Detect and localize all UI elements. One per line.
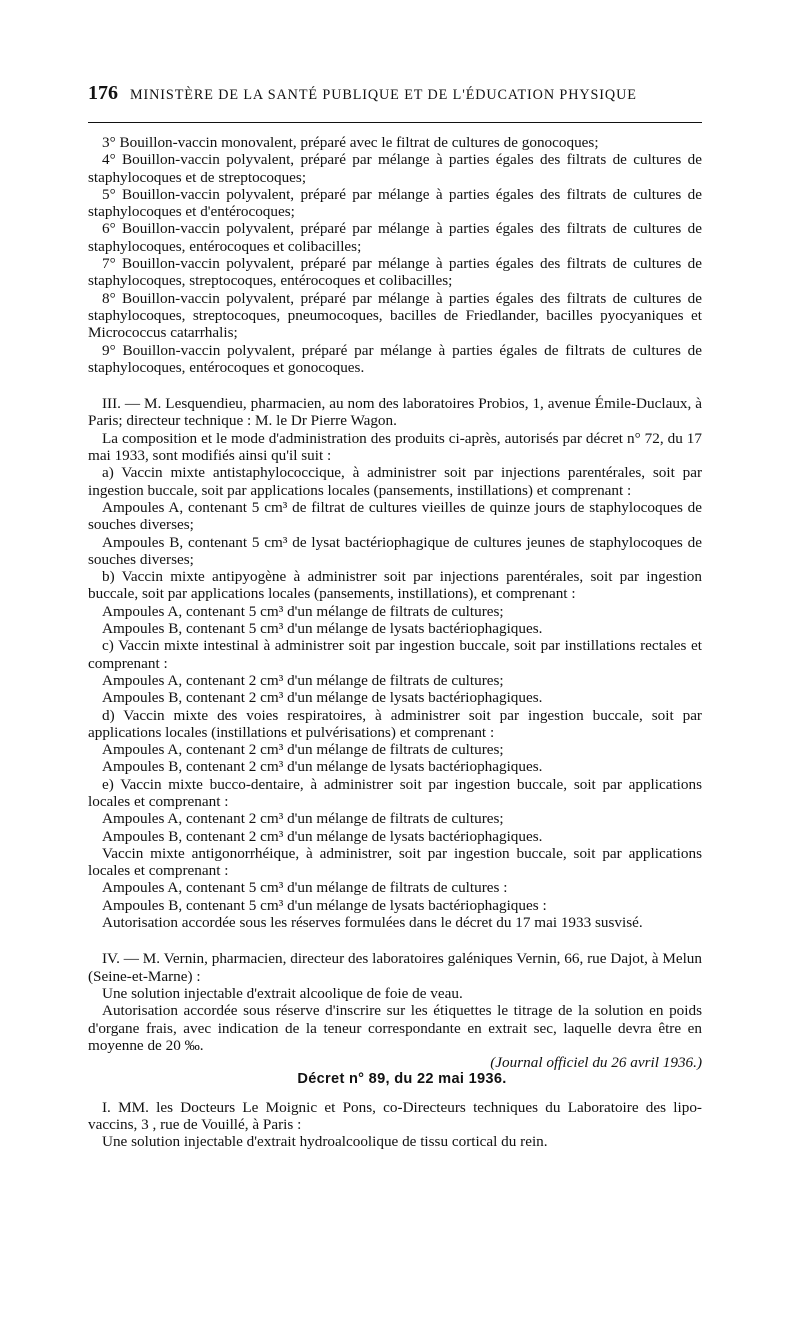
paragraph: 6° Bouillon-vaccin polyvalent, préparé par mélange à parties égales des filtrats de cultures de staphylocoques, entérocoques et colibacilles; [88, 220, 702, 255]
paragraph: 8° Bouillon-vaccin polyvalent, préparé par mélange à parties égales des filtrats de cultures de staphylocoques, streptocoques, pneumocoques, bacilles de Friedlander, bacilles pyocyaniques et Micrococcus catarrhalis; [88, 289, 702, 342]
paragraph: Ampoules A, contenant 5 cm³ d'un mélange de filtrats de cultures; [102, 602, 504, 620]
paragraph: e) Vaccin mixte bucco-dentaire, à administrer soit par ingestion buccale, soit par applications locales et comprenant : [88, 775, 702, 810]
paragraph: La composition et le mode d'administration des produits ci-après, autorisés par décret n° 72, du 17 mai 1933, sont modifiés ainsi qu'il suit : [88, 429, 702, 465]
paragraph: I. MM. les Docteurs Le Moignic et Pons, co-Directeurs techniques du Laboratoire des lipo-vaccins, 3 , rue de Vouillé, à Paris : [88, 1098, 702, 1134]
paragraph: d) Vaccin mixte des voies respiratoires, à administrer soit par ingestion buccale, soit par applications locales (instillations et pulvérisations) et comprenant : [88, 706, 702, 741]
paragraph: Ampoules A, contenant 2 cm³ d'un mélange de filtrats de cultures; [102, 671, 504, 689]
running-title: MINISTÈRE DE LA SANTÉ PUBLIQUE ET DE L'ÉDUCATION PHYSIQUE [130, 87, 637, 103]
paragraph: Ampoules B, contenant 2 cm³ d'un mélange de lysats bactériophagiques. [102, 758, 543, 776]
paragraph: Ampoules B, contenant 2 cm³ d'un mélange de lysats bactériophagiques. [102, 689, 543, 707]
document-body [88, 134, 702, 1151]
paragraph: Ampoules A, contenant 5 cm³ de filtrat de cultures vieilles de quinze jours de staphylocoques de souches diverses; [88, 498, 702, 534]
source-citation: (Journal officiel du 26 avril 1936.) [490, 1054, 702, 1072]
section-iv-heading: IV. — M. Vernin, pharmacien, directeur des laboratoires galéniques Vernin, 66, rue Dajot, à Melun (Seine-et-Marne) : [88, 950, 702, 985]
paragraph: Vaccin mixte antigonorrhéique, à administrer, soit par ingestion buccale, soit par applications locales et comprenant : [88, 844, 702, 880]
page-number: 176 [88, 82, 118, 104]
paragraph: Une solution injectable d'extrait alcoolique de foie de veau. [102, 984, 463, 1002]
page-header [88, 82, 702, 123]
paragraph: 3° Bouillon-vaccin monovalent, préparé avec le filtrat de cultures de gonocoques; [102, 134, 599, 151]
decree-heading: Décret n° 89, du 22 mai 1936. [297, 1071, 507, 1088]
paragraph: a) Vaccin mixte antistaphylococcique, à administrer soit par injections parentérales, soit par ingestion buccale, soit par applications locales (pansements, instillations) et comprenant : [88, 464, 702, 499]
paragraph: 9° Bouillon-vaccin polyvalent, préparé par mélange à parties égales de filtrats de cultures de staphylocoques, entérocoques et gonocoques. [88, 341, 702, 376]
paragraph: 4° Bouillon-vaccin polyvalent, préparé par mélange à parties égales des filtrats de cultures de staphylocoques et de streptocoques; [88, 151, 702, 186]
paragraph: Ampoules A, contenant 2 cm³ d'un mélange de filtrats de cultures; [102, 810, 504, 828]
paragraph: Ampoules B, contenant 5 cm³ de lysat bactériophagique de cultures jeunes de staphylocoques de souches diverses; [88, 533, 702, 568]
document-page [88, 82, 702, 1151]
paragraph: Ampoules A, contenant 5 cm³ d'un mélange de filtrats de cultures : [102, 879, 508, 897]
paragraph: c) Vaccin mixte intestinal à administrer soit par ingestion buccale, soit par instillations rectales et comprenant : [88, 637, 702, 672]
paragraph: Ampoules B, contenant 5 cm³ d'un mélange de lysats bactériophagiques. [102, 620, 543, 638]
paragraph: Autorisation accordée sous les réserves formulées dans le décret du 17 mai 1933 susvisé. [102, 914, 643, 932]
paragraph: 7° Bouillon-vaccin polyvalent, préparé par mélange à parties égales des filtrats de cultures de staphylocoques, streptocoques, entérocoques et colibacilles; [88, 255, 702, 290]
paragraph: Ampoules A, contenant 2 cm³ d'un mélange de filtrats de cultures; [102, 741, 504, 759]
paragraph: Autorisation accordée sous réserve d'inscrire sur les étiquettes le titrage de la solution en poids d'organe frais, avec indication de la teneur correspondante en extrait sec, laquelle devra être en moyenne de 20 ‰. [88, 1002, 702, 1054]
paragraph: b) Vaccin mixte antipyogène à administrer soit par injections parentérales, soit par ingestion buccale, soit par applications locales (pansements, instillations), et comprenant : [88, 568, 702, 603]
paragraph: Ampoules B, contenant 2 cm³ d'un mélange de lysats bactériophagiques. [102, 827, 543, 845]
paragraph: Une solution injectable d'extrait hydroalcoolique de tissu cortical du rein. [102, 1133, 548, 1151]
paragraph: 5° Bouillon-vaccin polyvalent, préparé par mélange à parties égales des filtrats de cultures de staphylocoques et d'entérocoques; [88, 185, 702, 221]
paragraph: Ampoules B, contenant 5 cm³ d'un mélange de lysats bactériophagiques : [102, 896, 547, 914]
section-iii-heading: III. — M. Lesquendieu, pharmacien, au nom des laboratoires Probios, 1, avenue Émile-Duclaux, à Paris; directeur technique : M. le Dr Pierre Wagon. [88, 395, 702, 430]
